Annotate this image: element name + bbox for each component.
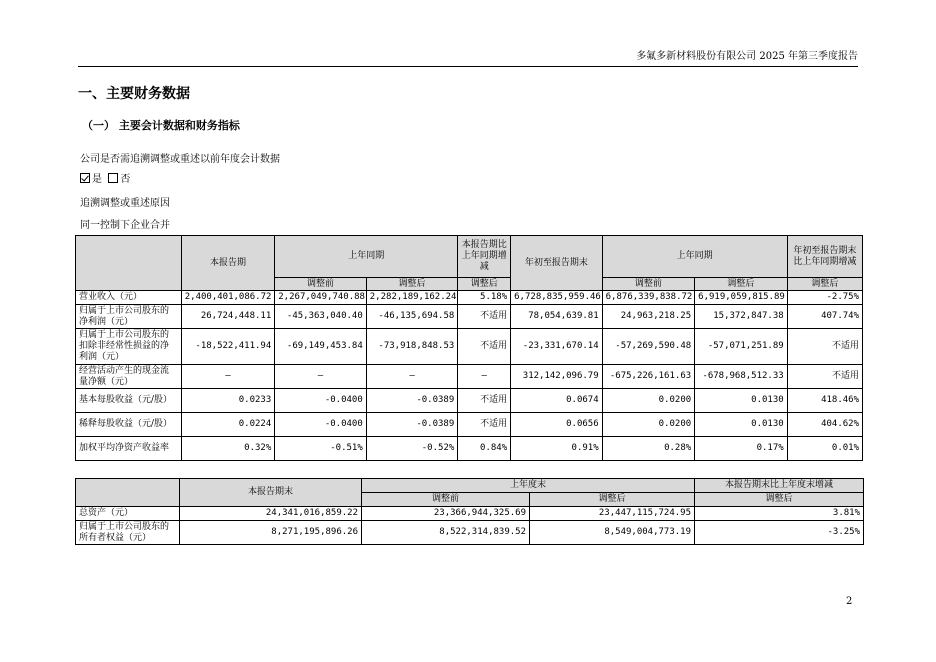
cell: 0.32% xyxy=(181,437,275,461)
cell: -69,149,453.84 xyxy=(275,329,367,365)
cell: 15,372,847.38 xyxy=(695,305,788,329)
cell: 不适用 xyxy=(458,389,511,413)
cell: -0.0400 xyxy=(275,413,367,437)
cell: -23,331,670.14 xyxy=(511,329,603,365)
cell: -45,363,040.40 xyxy=(275,305,367,329)
header-current-period: 本报告期 xyxy=(181,236,275,291)
section-title: 一、主要财务数据 xyxy=(78,86,190,102)
cell: 2,400,401,086.72 xyxy=(181,291,275,305)
table-row xyxy=(76,329,863,365)
cell: 24,341,016,859.22 xyxy=(180,507,362,521)
cell: 404.62% xyxy=(787,413,862,437)
cell: 6,728,835,959.46 xyxy=(511,291,603,305)
cell: 0.17% xyxy=(695,437,788,461)
cell: -2.75% xyxy=(787,291,862,305)
header-ytd: 年初至报告期末 xyxy=(511,236,603,291)
cell: 不适用 xyxy=(458,329,511,365)
cell: 5.18% xyxy=(458,291,511,305)
header-blank xyxy=(76,479,180,507)
row-label: 营业收入（元） xyxy=(76,291,182,305)
row-label: 稀释每股收益（元/股） xyxy=(76,413,182,437)
cell: 不适用 xyxy=(458,413,511,437)
cell: 不适用 xyxy=(458,305,511,329)
header-before-adjust: 调整前 xyxy=(362,493,530,507)
table-row xyxy=(76,521,864,545)
row-label: 归属于上市公司股东的扣除非经常性损益的净利润（元） xyxy=(76,329,182,365)
cell: -57,071,251.89 xyxy=(695,329,788,365)
cell: 6,919,059,815.89 xyxy=(695,291,788,305)
cell: — xyxy=(366,365,458,389)
cell: 0.0656 xyxy=(511,413,603,437)
header-after-adjust-change: 调整后 xyxy=(695,493,864,507)
table-row xyxy=(76,413,863,437)
header-current-period-end: 本报告期末 xyxy=(180,479,362,507)
table-row xyxy=(76,507,864,521)
cell: -18,522,411.94 xyxy=(181,329,275,365)
restatement-options xyxy=(80,170,130,185)
row-label: 归属于上市公司股东的净利润（元） xyxy=(76,305,182,329)
cell: 0.0224 xyxy=(181,413,275,437)
cell: 6,876,339,838.72 xyxy=(602,291,695,305)
header-before-adjust-ytd: 调整前 xyxy=(602,278,695,291)
cell: -3.25% xyxy=(695,521,864,545)
cell: -0.0389 xyxy=(366,413,458,437)
cell: 0.0130 xyxy=(695,413,788,437)
option-yes: 是 xyxy=(92,174,102,185)
cell: 2,267,049,740.88 xyxy=(275,291,367,305)
cell: 407.74% xyxy=(787,305,862,329)
cell: 0.84% xyxy=(458,437,511,461)
cell: -0.0389 xyxy=(366,389,458,413)
header-prev-year-end: 上年度末 xyxy=(362,479,695,493)
header-after-adjust-ytd-change: 调整后 xyxy=(787,278,862,291)
table-row xyxy=(76,389,863,413)
cell: 23,366,944,325.69 xyxy=(362,507,530,521)
cell: 3.81% xyxy=(695,507,864,521)
cell: -678,968,512.33 xyxy=(695,365,788,389)
header-period-change: 本报告期比上年同期增减 xyxy=(458,236,511,278)
header-before-adjust: 调整前 xyxy=(275,278,367,291)
cell: 0.0233 xyxy=(181,389,275,413)
cell: 8,549,004,773.19 xyxy=(530,521,695,545)
row-label: 总资产（元） xyxy=(76,507,180,521)
cell: 不适用 xyxy=(787,329,862,365)
cell: 0.0674 xyxy=(511,389,603,413)
cell: 312,142,096.79 xyxy=(511,365,603,389)
option-no: 否 xyxy=(120,174,131,185)
cell: 0.0200 xyxy=(602,389,695,413)
cell: 8,522,314,839.52 xyxy=(362,521,530,545)
cell: 0.91% xyxy=(511,437,603,461)
table-row xyxy=(76,291,863,305)
cell: -0.51% xyxy=(275,437,367,461)
cell: 23,447,115,724.95 xyxy=(530,507,695,521)
header-after-adjust: 调整后 xyxy=(530,493,695,507)
cell: 0.0200 xyxy=(602,413,695,437)
cell: 24,963,218.25 xyxy=(602,305,695,329)
cell: 2,282,189,162.24 xyxy=(366,291,458,305)
table-row xyxy=(76,365,863,389)
cell: -675,226,161.63 xyxy=(602,365,695,389)
header-after-adjust-ytd: 调整后 xyxy=(695,278,788,291)
unchecked-box-icon xyxy=(108,173,118,183)
header-prev-same-period-ytd: 上年同期 xyxy=(602,236,787,278)
cell: — xyxy=(181,365,275,389)
row-label: 经营活动产生的现金流量净额（元） xyxy=(76,365,182,389)
cell: 78,054,639.81 xyxy=(511,305,603,329)
cell: -73,918,848.53 xyxy=(366,329,458,365)
header-ytd-change: 年初至报告期末比上年同期增减 xyxy=(787,236,862,278)
cell: 8,271,195,896.26 xyxy=(180,521,362,545)
page-header: 多氟多新材料股份有限公司 2025 年第三季度报告 xyxy=(78,47,858,67)
cell: 不适用 xyxy=(787,365,862,389)
header-blank xyxy=(76,236,182,291)
cell: 26,724,448.11 xyxy=(181,305,275,329)
reason-label: 追溯调整或重述原因 xyxy=(80,198,170,209)
subsection-title: （一） 主要会计数据和财务指标 xyxy=(82,119,240,132)
cell: — xyxy=(458,365,511,389)
row-label: 加权平均净资产收益率 xyxy=(76,437,182,461)
header-after-adjust: 调整后 xyxy=(366,278,458,291)
cell: 0.0130 xyxy=(695,389,788,413)
cell: -46,135,694.58 xyxy=(366,305,458,329)
cell: -0.52% xyxy=(366,437,458,461)
cell: 0.28% xyxy=(602,437,695,461)
cell: 0.01% xyxy=(787,437,862,461)
balance-sheet-table xyxy=(75,478,864,545)
financial-data-table xyxy=(75,235,863,461)
row-label: 归属于上市公司股东的所有者权益（元） xyxy=(76,521,180,545)
row-label: 基本每股收益（元/股） xyxy=(76,389,182,413)
table-row xyxy=(76,437,863,461)
page-number: 2 xyxy=(846,596,853,607)
cell: -57,269,590.48 xyxy=(602,329,695,365)
header-period-end-change: 本报告期末比上年度末增减 xyxy=(695,479,864,493)
cell: -0.0400 xyxy=(275,389,367,413)
header-after-adjust-change: 调整后 xyxy=(458,278,511,291)
checked-box-icon xyxy=(80,173,90,183)
table-row xyxy=(76,305,863,329)
cell: — xyxy=(275,365,367,389)
header-prev-same-period: 上年同期 xyxy=(275,236,458,278)
reason-value: 同一控制下企业合并 xyxy=(80,220,170,231)
restatement-question: 公司是否需追溯调整或重述以前年度会计数据 xyxy=(80,154,280,165)
cell: 418.46% xyxy=(787,389,862,413)
